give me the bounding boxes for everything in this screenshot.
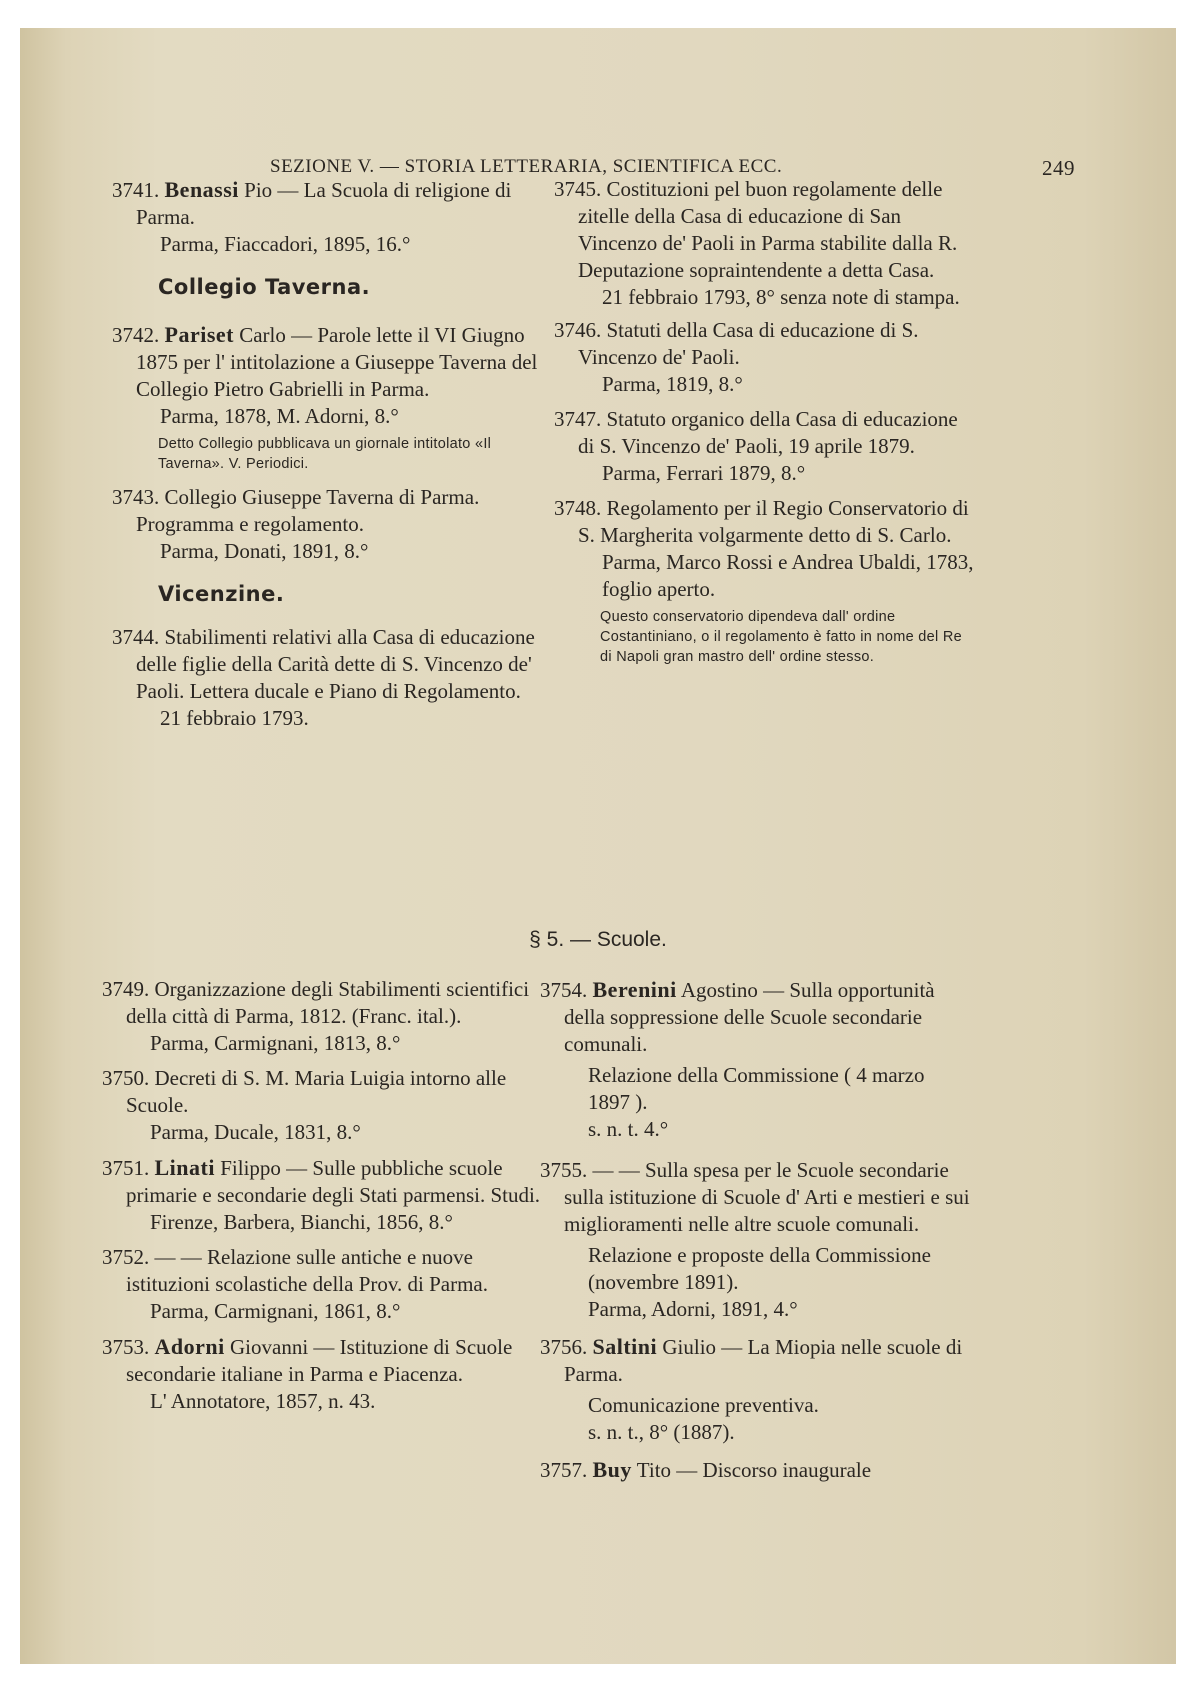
entry-publication: Relazione e proposte della Commissione (novembre 1891).	[588, 1243, 931, 1294]
entry-number: 3753.	[102, 1335, 150, 1359]
entry-text: Giulio — La Miopia nelle scuole di Parma.	[564, 1335, 963, 1386]
entry-3742	[112, 321, 552, 403]
entry-text: Tito — Discorso inaugurale	[631, 1458, 872, 1482]
entry-author: Linati	[154, 1155, 215, 1180]
entry-number: 3743.	[112, 485, 160, 509]
entry-publication: 21 febbraio 1793.	[160, 706, 309, 730]
entry-number: 3746.	[554, 318, 602, 342]
right-column-bottom	[540, 976, 970, 1484]
entry-publication: Comunicazione preventiva.	[588, 1393, 819, 1417]
entry-author: Berenini	[592, 977, 677, 1002]
entry-3756	[540, 1333, 970, 1388]
entry-note: Questo conservatorio dipendeva dall' ordine Costantiniano, o il regolamento è fatto in nome del Re di Napoli gran mastro dell' ordine stesso.	[600, 609, 962, 665]
entry-publication: Parma, Carmignani, 1813, 8.°	[150, 1031, 401, 1055]
entry-3757	[540, 1456, 970, 1484]
entry-number: 3755.	[540, 1158, 588, 1182]
entry-publication: Parma, 1819, 8.°	[602, 372, 743, 396]
entry-3741	[112, 176, 552, 231]
entry-text: Collegio Giuseppe Taverna di Parma. Programma e regolamento.	[136, 485, 480, 536]
entry-number: 3750.	[102, 1066, 150, 1090]
entry-author: Benassi	[164, 177, 239, 202]
left-column-top	[112, 176, 552, 732]
entry-number: 3742.	[112, 323, 160, 347]
entry-text: — — Sulla spesa per le Scuole secondarie sulla istituzione di Scuole d' Arti e mestieri e sui miglioramenti nelle altre scuole comunali.	[564, 1158, 970, 1236]
section-heading-scuole: § 5. — Scuole.	[529, 928, 667, 951]
book-page	[20, 28, 1176, 1664]
entry-3753	[102, 1333, 542, 1388]
entry-3743	[112, 484, 552, 538]
entry-3747	[554, 406, 974, 460]
entry-number: 3752.	[102, 1245, 150, 1269]
subheading-vicenzine: Vicenzine.	[158, 582, 285, 606]
entry-number: 3744.	[112, 625, 160, 649]
entry-3752	[102, 1244, 542, 1298]
entry-text: Pio — La Scuola di religione di Parma.	[136, 178, 512, 229]
entry-publication-detail: s. n. t. 4.°	[588, 1117, 669, 1141]
entry-3755	[540, 1157, 970, 1238]
entry-author: Saltini	[592, 1334, 658, 1359]
right-column-top	[554, 176, 974, 667]
entry-number: 3741.	[112, 178, 160, 202]
entry-3745	[554, 176, 974, 284]
entry-text: — — Relazione sulle antiche e nuove istituzioni scolastiche della Prov. di Parma.	[126, 1245, 488, 1296]
header-title: SEZIONE V. — STORIA LETTERARIA, SCIENTIFICA ECC.	[270, 156, 783, 177]
entry-publication-detail: s. n. t., 8° (1887).	[588, 1420, 735, 1444]
entry-author: Adorni	[154, 1334, 225, 1359]
entry-number: 3748.	[554, 496, 602, 520]
entry-author: Pariset	[164, 322, 234, 347]
entry-publication: 21 febbraio 1793, 8° senza note di stampa.	[602, 285, 960, 309]
entry-publication: Parma, Ducale, 1831, 8.°	[150, 1120, 361, 1144]
entry-publication: Parma, Marco Rossi e Andrea Ubaldi, 1783, foglio aperto.	[602, 550, 974, 601]
entry-text: Giovanni — Istituzione di Scuole secondarie italiane in Parma e Piacenza.	[126, 1335, 513, 1386]
entry-3749	[102, 976, 542, 1030]
entry-number: 3757.	[540, 1458, 588, 1482]
entry-publication-detail: Parma, Adorni, 1891, 4.°	[588, 1297, 798, 1321]
entry-publication: Parma, 1878, M. Adorni, 8.°	[160, 404, 399, 428]
entry-author: Buy	[592, 1457, 632, 1482]
entry-publication: Parma, Ferrari 1879, 8.°	[602, 461, 806, 485]
entry-publication: Relazione della Commissione ( 4 marzo 1897 ).	[588, 1063, 925, 1114]
entry-number: 3754.	[540, 978, 588, 1002]
entry-3750	[102, 1065, 542, 1119]
entry-text: Statuti della Casa di educazione di S. Vincenzo de' Paoli.	[578, 318, 919, 369]
entry-text: Statuto organico della Casa di educazione di S. Vincenzo de' Paoli, 19 aprile 1879.	[578, 407, 958, 458]
entry-publication: Firenze, Barbera, Bianchi, 1856, 8.°	[150, 1210, 453, 1234]
entry-publication: Parma, Carmignani, 1861, 8.°	[150, 1299, 401, 1323]
entry-publication: L' Annotatore, 1857, n. 43.	[150, 1389, 376, 1413]
entry-number: 3747.	[554, 407, 602, 431]
entry-number: 3751.	[102, 1156, 150, 1180]
entry-number: 3749.	[102, 977, 150, 1001]
entry-3751	[102, 1154, 542, 1209]
entry-text: Carlo — Parole lette il VI Giugno 1875 per l' intitolazione a Giuseppe Taverna del Collegio Pietro Gabrielli in Parma.	[136, 323, 538, 401]
entry-text: Agostino — Sulla opportunità della soppressione delle Scuole secondarie comunali.	[564, 978, 935, 1056]
entry-3754	[540, 976, 970, 1058]
page-number: 249	[1042, 156, 1075, 180]
entry-publication: Parma, Fiaccadori, 1895, 16.°	[160, 232, 411, 256]
entry-text: Costituzioni pel buon regolamente delle zitelle della Casa di educazione di San Vincenzo de' Paoli in Parma stabilite dalla R. Deputazione sopraintendente a detta Casa.	[578, 177, 958, 282]
entry-3746	[554, 317, 974, 371]
entry-note: Detto Collegio pubblicava un giornale intitolato «Il Taverna». V. Periodici.	[158, 436, 492, 472]
entry-number: 3756.	[540, 1335, 588, 1359]
entry-3748	[554, 495, 974, 549]
entry-3744	[112, 624, 552, 705]
entry-publication: Parma, Donati, 1891, 8.°	[160, 539, 369, 563]
entry-text: Filippo — Sulle pubbliche scuole primarie e secondarie degli Stati parmensi. Studi.	[126, 1156, 541, 1207]
subheading-collegio-taverna: Collegio Taverna.	[158, 275, 371, 299]
entry-text: Stabilimenti relativi alla Casa di educazione delle figlie della Carità dette di S. Vincenzo de' Paoli. Lettera ducale e Piano di Regolamento.	[136, 625, 535, 703]
entry-text: Regolamento per il Regio Conservatorio di S. Margherita volgarmente detto di S. Carlo.	[578, 496, 969, 547]
entry-text: Organizzazione degli Stabilimenti scientifici della città di Parma, 1812. (Franc. ital.).	[126, 977, 530, 1028]
left-column-bottom	[102, 976, 542, 1415]
entry-text: Decreti di S. M. Maria Luigia intorno alle Scuole.	[126, 1066, 507, 1117]
entry-number: 3745.	[554, 177, 602, 201]
